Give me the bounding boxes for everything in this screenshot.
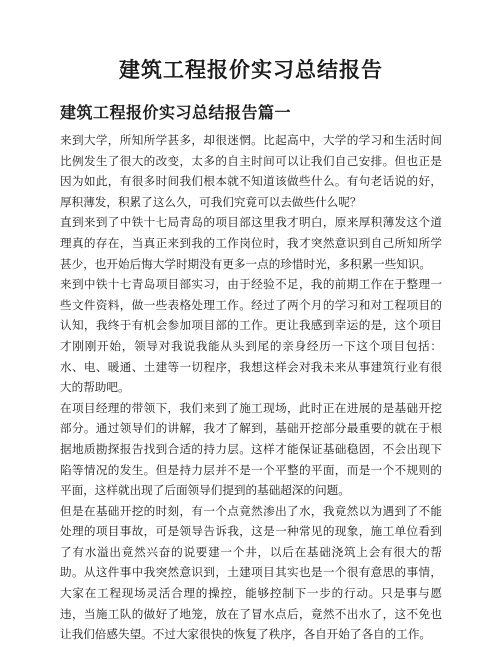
paragraph: 直到来到了中铁十七局青岛的项目部这里我才明白，原来厚积薄发这个道理真的存在，当真正来到我的工作岗位时，我才突然意识到自己所知所学甚少，也开始后悔大学时期没有更多一点的珍惜时光，多积累一些知识。 bbox=[60, 215, 442, 271]
document-body bbox=[60, 130, 442, 645]
paragraph: 在项目经理的带领下，我们来到了施工现场，此时正在进展的是基础开挖部分。通过领导们的讲解，我才了解到，基础开挖部分最重要的就在于根据地质勘探报告找到合适的持力层。这样才能保证基础稳固，不会出现下陷等情况的发生。但是持力层并不是一个平整的平面，而是一个不规则的平面，这样就出现了后面领导们提到的基础超深的问题。 bbox=[60, 400, 442, 498]
paragraph: 来到中铁十七青岛项目部实习，由于经验不足，我的前期工作在于整理一些文件资料，做一些表格处理工作。经过了两个月的学习和对工程项目的认知，我终于有机会参加项目部的工作。更让我感到幸运的是，这个项目才刚刚开始，领导对我说我能从头到尾的亲身经历一下这个项目包括：水、电、暖通、土建等一切程序，我想这样会对我未来从事建筑行业有很大的帮助吧。 bbox=[60, 277, 442, 395]
section-title: 建筑工程报价实习总结报告篇一 bbox=[60, 103, 292, 122]
paragraph: 但是在基础开挖的时刻，有一个点竟然渗出了水，我竟然以为遇到了不能处理的项目事故，可是领导告诉我，这是一种常见的现象，施工单位看到了有水溢出竟然兴奋的说要建一个井，以后在基础浇筑上会有很大的帮助。从这件事中我突然意识到，土建项目其实也是一个很有意思的事情，大家在工程现场灵活合理的操控，能够控制下一步的行动。只是事与愿违，当施工队的做好了地笼，放在了冒水点后，竟然不出水了，这不免也让我们倍感失望。不过大家很快的恢复了秩序，各自开始了各自的工作。 bbox=[60, 503, 442, 642]
document-title: 建筑工程报价实习总结报告 bbox=[119, 57, 383, 82]
paragraph: 来到大学，所知所学甚多，却很迷惘。比起高中，大学的学习和生活时间比例发生了很大的改变，太多的自主时间可以让我们自己安排。但也正是因为如此，有很多时间我们根本就不知道该做些什么。有句老话说的好，厚积薄发，积累了这么久，可我们究竟可以去做些什么呢？ bbox=[60, 133, 442, 209]
